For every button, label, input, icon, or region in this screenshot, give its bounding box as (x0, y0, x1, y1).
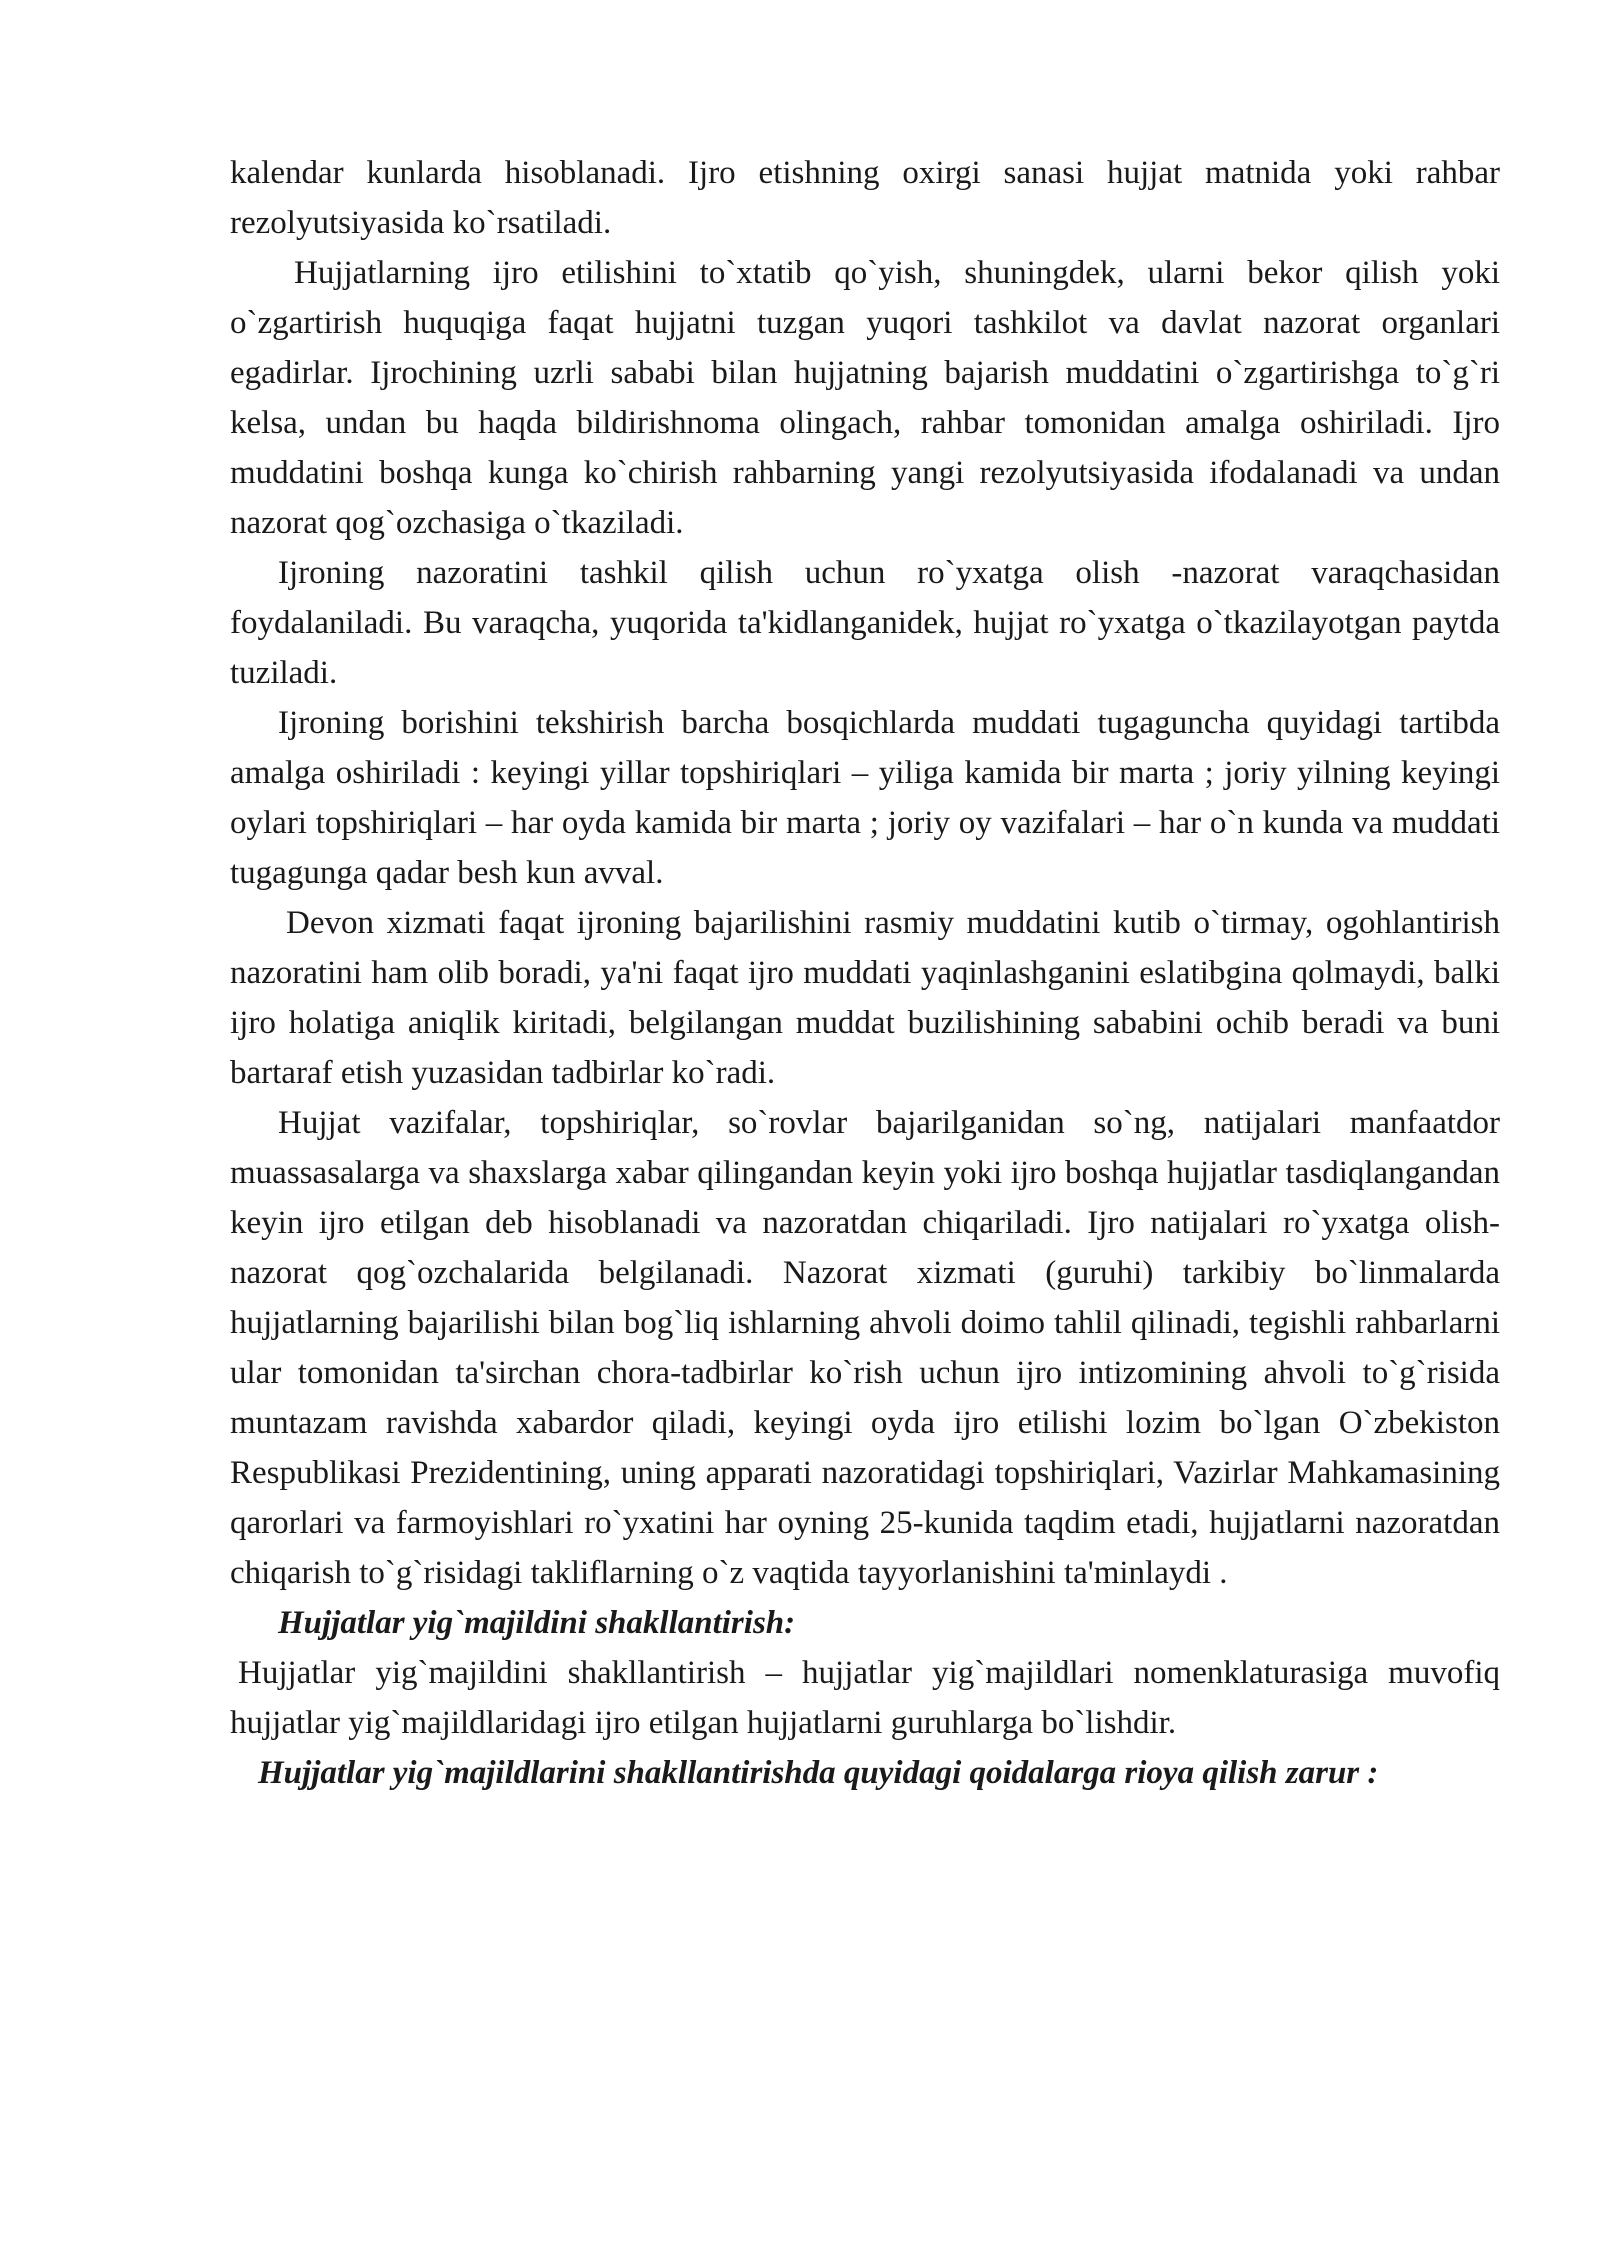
paragraph-suspension-rights: Hujjatlarning ijro etilishini to`xtatib qo`yish, shuningdek, ularni bekor qilish yoki o`zgartirish huquqiga faqat hujjatni tuzgan yuqori tashkilot va davlat nazorat organlari egadirlar. Ijrochining uzrli sababi bilan hujjatning bajarish muddatini o`zgartirishga to`g`ri kelsa, undan bu haqda bildirishnoma olingach, rahbar tomonidan amalga oshiriladi. Ijro muddatini boshqa kunga ko`chirish rahbarning yangi rezolyutsiyasida ifodalanadi va undan nazorat qog`ozchasiga o`tkaziladi. (230, 255, 1500, 541)
section-heading-formation-rules: Hujjatlar yig`majildlarini shakllantirishda quyidagi qoidalarga rioya qilish zarur : (258, 1755, 1379, 1791)
paragraph-warning-control: Devon xizmati faqat ijroning bajarilishini rasmiy muddatini kutib o`tirmay, ogohlantirish nazoratini ham olib boradi, ya'ni faqat ijro muddati yaqinlashganini eslatibgina qolmaydi, balki ijro holatiga aniqlik kiritadi, belgilangan muddat buzilishining sababini ochib beradi va buni bartaraf etish yuzasidan tadbirlar ko`radi. (230, 905, 1500, 1091)
paragraph-control-card: Ijroning nazoratini tashkil qilish uchun ro`yxatga olish -nazorat varaqchasidan foydalaniladi. Bu varaqcha, yuqorida ta'kidlanganidek, hujjat ro`yxatga o`tkazilayotgan paytda tuziladi. (230, 555, 1500, 691)
paragraph-continuation: kalendar kunlarda hisoblanadi. Ijro etishning oxirgi sanasi hujjat matnida yoki rahbar rezolyutsiyasida ko`rsatiladi. (230, 155, 1500, 241)
paragraph-execution-results: Hujjat vazifalar, topshiriqlar, so`rovlar bajarilganidan so`ng, natijalari manfaatdor muassasalarga va shaxslarga xabar qilingandan keyin yoki ijro boshqa hujjatlar tasdiqlangandan keyin ijro etilgan deb hisoblanadi va nazoratdan chiqariladi. Ijro natijalari ro`yxatga olish-nazorat qog`ozchalarida belgilanadi. Nazorat xizmati (guruhi) tarkibiy bo`linmalarda hujjatlarning bajarilishi bilan bog`liq ishlarning ahvoli doimo tahlil qilinadi, tegishli rahbarlarni ular tomonidan ta'sirchan chora-tadbirlar ko`rish uchun ijro intizomining ahvoli to`g`risida muntazam ravishda xabardor qiladi, keyingi oyda ijro etilishi lozim bo`lgan O`zbekiston Respublikasi Prezidentining, uning apparati nazoratidagi topshiriqlari, Vazirlar Mahkamasining qarorlari va farmoyishlari ro`yxatini har oyning 25-kunida taqdim etadi, hujjatlarni nazoratdan chiqarish to`g`risidagi takliflarning o`z vaqtida tayyorlanishini ta'minlaydi . (230, 1105, 1500, 1591)
section-heading-file-formation: Hujjatlar yig`majildini shakllantirish: (278, 1605, 796, 1641)
paragraph-file-formation-definition: Hujjatlar yig`majildini shakllantirish – hujjatlar yig`majildlari nomenklaturasiga muvofiq hujjatlar yig`majildlaridagi ijro etilgan hujjatlarni guruhlarga bo`lishdir. (230, 1655, 1500, 1741)
document-body (230, 148, 1500, 1798)
paragraph-progress-check: Ijroning borishini tekshirish barcha bosqichlarda muddati tugaguncha quyidagi tartibda amalga oshiriladi : keyingi yillar topshiriqlari – yiliga kamida bir marta ; joriy yilning keyingi oylari topshiriqlari – har oyda kamida bir marta ; joriy oy vazifalari – har o`n kunda va muddati tugagunga qadar besh kun avval. (230, 705, 1500, 891)
